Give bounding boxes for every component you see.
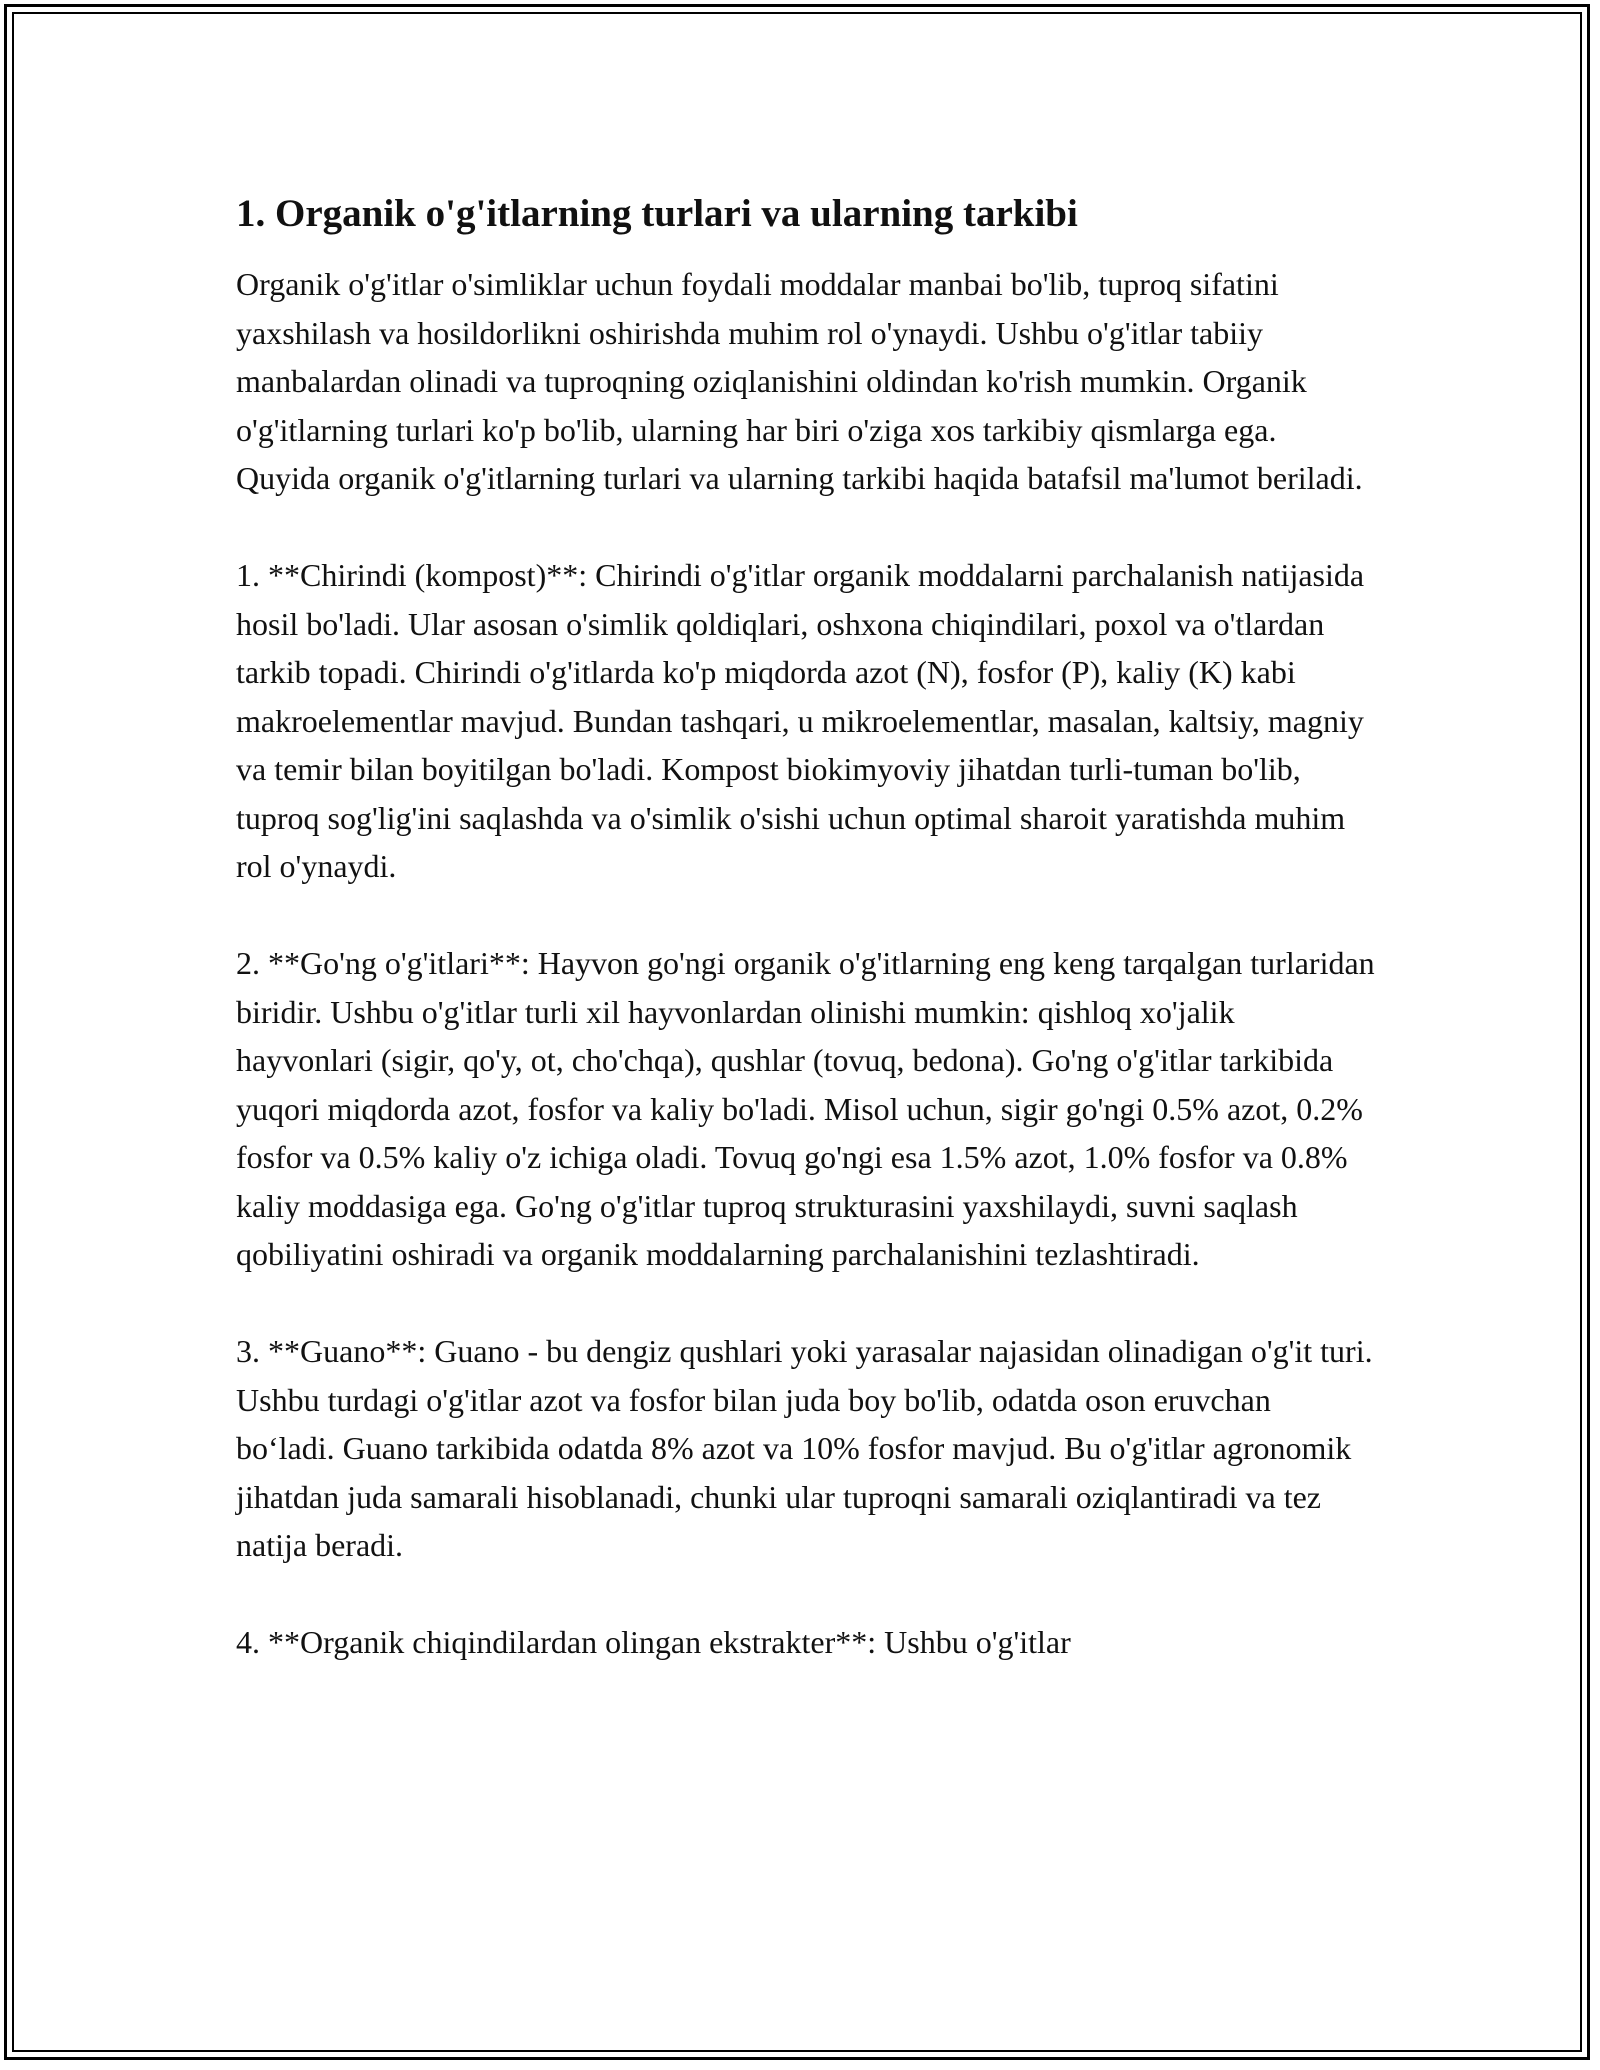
- paragraph-chirindi: 1. **Chirindi (kompost)**: Chirindi o'g'itlar organik moddalarni parchalanish natijasida hosil bo'ladi. Ular asosan o'simlik qoldiqlari, oshxona chiqindilari, poxol va o'tlardan tarkib topadi. Chirindi o'g'itlarda ko'p miqdorda azot (N), fosfor (P), kaliy (K) kabi makroelementlar mavjud. Bundan tashqari, u mikroelementlar, masalan, kaltsiy, magniy va temir bilan boyitilgan bo'ladi. Kompost biokimyoviy jihatdan turli-tuman bo'lib, tuproq sog'lig'ini saqlashda va o'simlik o'sishi uchun optimal sharoit yaratishda muhim rol o'ynaydi.: [236, 557, 1365, 884]
- document-title: 1. Organik o'g'itlarning turlari va ularning tarkibi: [236, 192, 1078, 235]
- paragraph-gong: 2. **Go'ng o'g'itlari**: Hayvon go'ngi organik o'g'itlarning eng keng tarqalgan turlaridan biridir. Ushbu o'g'itlar turli xil hayvonlardan olinishi mumkin: qishloq xo'jalik hayvonlari (sigir, qo'y, ot, cho'chqa), qushlar (tovuq, bedona). Go'ng o'g'itlar tarkibida yuqori miqdorda azot, fosfor va kaliy bo'ladi. Misol uchun, sigir go'ngi 0.5% azot, 0.2% fosfor va 0.5% kaliy o'z ichiga oladi. Tovuq go'ngi esa 1.5% azot, 1.0% fosfor va 0.8% kaliy moddasiga ega. Go'ng o'g'itlar tuproq strukturasini yaxshilaydi, suvni saqlash qobiliyatini oshiradi va organik moddalarning parchalanishini tezlashtiradi.: [236, 945, 1375, 1272]
- document-body: [236, 188, 1376, 1715]
- paragraph-ekstrakter: 4. **Organik chiqindilardan olingan ekstrakter**: Ushbu o'g'itlar: [236, 1624, 1071, 1660]
- intro-paragraph: Organik o'g'itlar o'simliklar uchun foydali moddalar manbai bo'lib, tuproq sifatini yaxshilash va hosildorlikni oshirishda muhim rol o'ynaydi. Ushbu o'g'itlar tabiiy manbalardan olinadi va tuproqning oziqlanishini oldindan ko'rish mumkin. Organik o'g'itlarning turlari ko'p bo'lib, ularning har biri o'ziga xos tarkibiy qismlarga ega. Quyida organik o'g'itlarning turlari va ularning tarkibi haqida batafsil ma'lumot beriladi.: [236, 266, 1363, 496]
- paragraph-guano: 3. **Guano**: Guano - bu dengiz qushlari yoki yarasalar najasidan olinadigan o'g'it turi. Ushbu turdagi o'g'itlar azot va fosfor bilan juda boy bo'lib, odatda oson eruvchan bo‘ladi. Guano tarkibida odatda 8% azot va 10% fosfor mavjud. Bu o'g'itlar agronomik jihatdan juda samarali hisoblanadi, chunki ular tuproqni samarali oziqlantiradi va tez natija beradi.: [236, 1333, 1373, 1563]
